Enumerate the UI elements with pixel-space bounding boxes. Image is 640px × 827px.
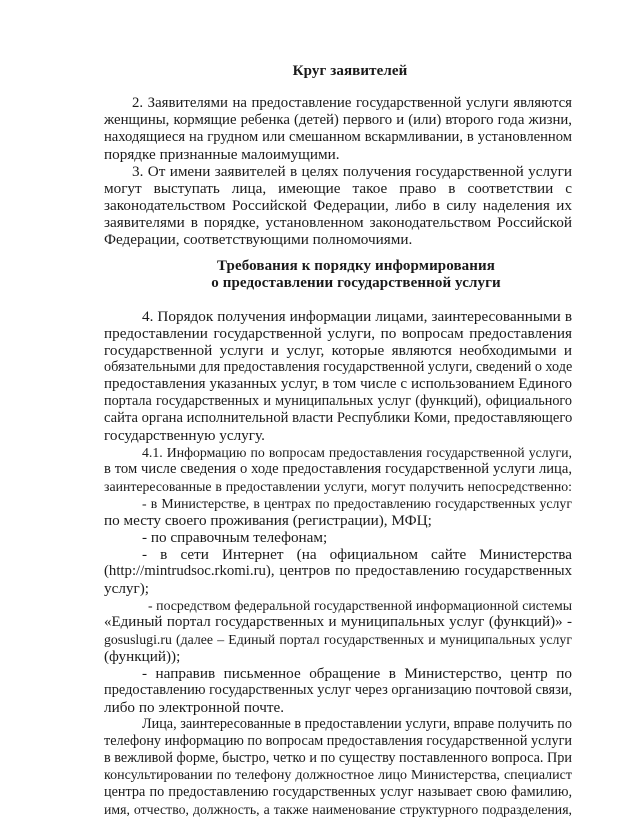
paragraph-line: в вежливой форме, быстро, четко и по существу поставленного вопроса. При bbox=[104, 750, 572, 766]
paragraph-line: сайта органа исполнительной власти Республики Коми, предоставляющего bbox=[104, 410, 573, 426]
section-heading-informing bbox=[36, 258, 640, 292]
paragraph-line: государственной услуги и услуг, которые являются необходимыми и bbox=[104, 342, 572, 359]
paragraph-line: либо по электронной почте. bbox=[104, 699, 285, 716]
paragraph-line: могут выступать лица, имеющие такое право в соответствии с bbox=[104, 180, 572, 197]
paragraph-line: (функций)); bbox=[104, 648, 181, 665]
paragraph-line: по месту своего проживания (регистрации), МФЦ; bbox=[104, 512, 432, 529]
paragraph-line: обязательными для предоставления государственной услуги, сведений о ходе bbox=[104, 359, 573, 375]
section-heading-text: Круг заявителей bbox=[292, 63, 408, 79]
paragraph-line: законодательством Российской Федерации, либо в силу наделения их bbox=[104, 197, 572, 214]
paragraph-line: государственную услугу. bbox=[104, 427, 265, 444]
paragraph-line: gosuslugi.ru (далее – Единый портал государственных и муниципальных услуг bbox=[104, 632, 572, 647]
paragraph-line: центра по предоставлению государственных услуг называет свою фамилию, bbox=[104, 784, 572, 800]
paragraph-line: - в сети Интернет (на официальном сайте Министерства bbox=[142, 546, 572, 563]
paragraph-line: консультировании по телефону должностное лицо Министерства, специалист bbox=[104, 768, 572, 783]
paragraph-line: - в Министерстве, в центрах по предоставлению государственных услуг bbox=[142, 496, 572, 511]
paragraph-line: порядке признанные малоимущими. bbox=[104, 146, 340, 163]
paragraph-line: телефону информацию по вопросам предоставления государственной услуги bbox=[104, 733, 572, 749]
section-heading-applicants bbox=[30, 63, 640, 80]
paragraph-line: 4.1. Информацию по вопросам предоставления государственной услуги, bbox=[142, 445, 572, 460]
paragraph-line: услуг); bbox=[104, 580, 150, 597]
paragraph-line: - посредством федеральной государственной информационной системы bbox=[148, 598, 572, 613]
paragraph-line: предоставлении государственной услуги, по вопросам предоставления bbox=[104, 325, 572, 342]
paragraph-line: заинтересованные в предоставлении услуги, могут получить непосредственно: bbox=[104, 479, 572, 494]
paragraph-line: 2. Заявителями на предоставление государственной услуги являются bbox=[132, 95, 572, 111]
paragraph-line: - по справочным телефонам; bbox=[142, 529, 328, 546]
section-heading-text: о предоставлении государственной услуги bbox=[211, 275, 501, 291]
paragraph-line: находящиеся на грудном или смешанном вскармливании, в установленном bbox=[104, 129, 572, 145]
paragraph-line: 4. Порядок получения информации лицами, заинтересованными в bbox=[142, 308, 572, 325]
paragraph-line: (http://mintrudsoc.rkomi.ru), центров по предоставлению государственных bbox=[104, 563, 572, 579]
paragraph-line: - направив письменное обращение в Министерство, центр по bbox=[142, 665, 572, 682]
paragraph-line: в том числе сведения о ходе предоставления государственной услуги лица, bbox=[104, 461, 572, 477]
paragraph-line: предоставления указанных услуг, в том числе с использованием Единого bbox=[104, 376, 572, 392]
paragraph-line: Федерации, соответствующими полномочиями. bbox=[104, 231, 413, 248]
paragraph-line: женщины, кормящие ребенка (детей) первого и (или) второго года жизни, bbox=[104, 112, 572, 128]
paragraph-line: 3. От имени заявителей в целях получения государственной услуги bbox=[132, 163, 572, 180]
section-heading-text: Требования к порядку информирования bbox=[217, 258, 495, 274]
paragraph-line: Лица, заинтересованные в предоставлении услуги, вправе получить по bbox=[142, 716, 572, 732]
paragraph-line: имя, отчество, должность, а также наименование структурного подразделения, bbox=[104, 802, 572, 817]
paragraph-line: портала государственных и муниципальных услуг (функций), официального bbox=[104, 393, 572, 409]
paragraph-line: заявителями в порядке, установленном законодательством Российской bbox=[104, 214, 572, 231]
paragraph-line: предоставлению государственных услуг через организацию почтовой связи, bbox=[104, 682, 573, 698]
paragraph-line: «Единый портал государственных и муниципальных услуг (функций)» - bbox=[104, 614, 572, 630]
